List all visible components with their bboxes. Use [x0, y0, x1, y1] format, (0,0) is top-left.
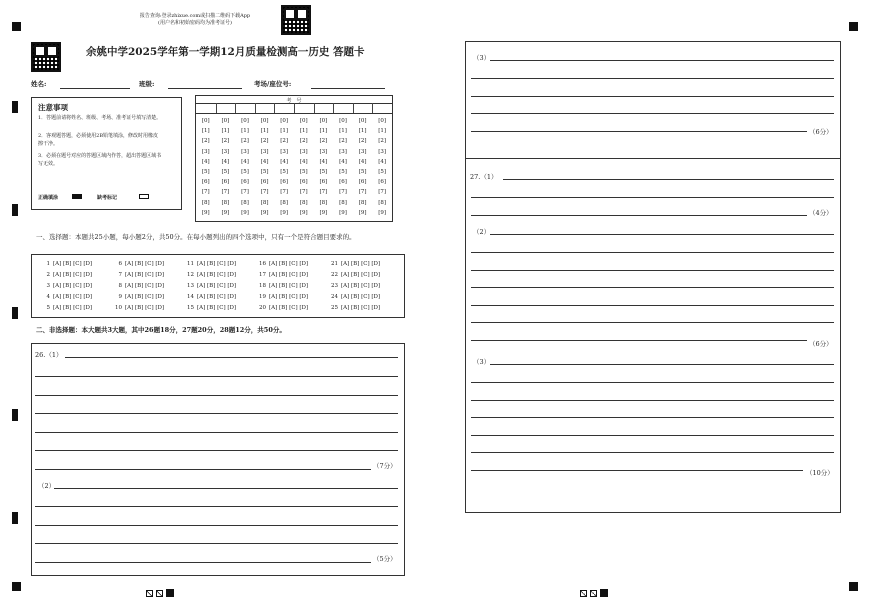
- exam-number-bubble[interactable]: [1]: [201, 128, 210, 135]
- choice-options[interactable]: [A] [B] [C] [D]: [125, 272, 165, 278]
- class-field[interactable]: [168, 88, 242, 89]
- absent-label: 缺考标记: [97, 195, 118, 201]
- exam-number-bubble[interactable]: [1]: [339, 128, 347, 135]
- choice-item[interactable]: [184, 281, 236, 292]
- exam-number-bubble[interactable]: [4]: [299, 158, 308, 165]
- choice-number: 5: [46, 305, 50, 311]
- exam-number-bubble[interactable]: [7]: [378, 189, 387, 196]
- choice-item[interactable]: [40, 303, 92, 314]
- answer-line[interactable]: [490, 60, 834, 61]
- exam-number-bubble[interactable]: [7]: [280, 189, 289, 196]
- exam-number-bubble[interactable]: [5]: [378, 169, 387, 176]
- exam-number-digit-column: [337, 116, 349, 218]
- exam-number-bubble[interactable]: [9]: [339, 209, 347, 216]
- choice-number: 13: [187, 283, 194, 289]
- answer-line[interactable]: [503, 179, 834, 180]
- choice-options[interactable]: [A] [B] [C] [D]: [269, 272, 309, 278]
- exam-number-bubble[interactable]: [5]: [319, 169, 328, 176]
- choice-item[interactable]: [112, 281, 164, 292]
- choice-item[interactable]: [112, 292, 164, 303]
- exam-number-bubble[interactable]: [2]: [221, 138, 230, 145]
- exam-number-bubble[interactable]: [9]: [221, 209, 230, 216]
- choice-item[interactable]: [328, 259, 380, 270]
- exam-number-box: [195, 95, 393, 222]
- exam-number-bubble[interactable]: [4]: [241, 158, 249, 165]
- q26-part1-points: （7分）: [373, 462, 397, 470]
- exam-number-digit-column: [278, 116, 290, 218]
- exam-number-bubble[interactable]: [7]: [201, 189, 210, 196]
- instructions-box: [31, 97, 182, 210]
- choice-item[interactable]: [40, 270, 92, 281]
- answer-line[interactable]: [35, 376, 398, 377]
- exam-number-bubble[interactable]: [4]: [378, 158, 387, 165]
- exam-number-bubble[interactable]: [8]: [241, 199, 249, 206]
- exam-number-bubble[interactable]: [9]: [378, 209, 387, 216]
- exam-number-bubble[interactable]: [2]: [299, 138, 308, 145]
- choice-number: 12: [187, 272, 194, 278]
- exam-number-bubble[interactable]: [9]: [260, 209, 269, 216]
- choice-box: [31, 254, 405, 318]
- choice-item[interactable]: [256, 270, 308, 281]
- exam-number-bubble[interactable]: [0]: [358, 118, 367, 124]
- q27-part2-points: （6分）: [809, 340, 833, 348]
- exam-number-bubble[interactable]: [2]: [339, 138, 347, 145]
- exam-number-heading: 考 号: [286, 98, 302, 104]
- answer-line[interactable]: [35, 395, 398, 396]
- q27-part2-label: （2）: [473, 228, 491, 236]
- exam-number-bubble[interactable]: [1]: [221, 128, 230, 135]
- answer-line[interactable]: [35, 506, 398, 507]
- choice-number: 8: [118, 283, 122, 289]
- answer-line[interactable]: [471, 252, 834, 253]
- exam-number-digit-column: [259, 116, 271, 218]
- choice-options[interactable]: [A] [B] [C] [D]: [53, 305, 93, 311]
- choice-item[interactable]: [40, 259, 92, 270]
- exam-number-bubble[interactable]: [6]: [241, 179, 249, 186]
- page-title: 余姚中学2025学年第一学期12月质量检测高一历史 答题卡: [86, 46, 365, 58]
- answer-line[interactable]: [471, 470, 803, 471]
- exam-number-bubble[interactable]: [7]: [339, 189, 347, 196]
- choice-number: 2: [46, 272, 50, 278]
- exam-number-bubble[interactable]: [6]: [358, 179, 367, 186]
- exam-number-bubble[interactable]: [6]: [378, 179, 387, 186]
- exam-number-bubble[interactable]: [5]: [358, 169, 367, 176]
- answer-line[interactable]: [471, 113, 834, 114]
- exam-number-bubble[interactable]: [7]: [221, 189, 230, 196]
- answer-line[interactable]: [471, 322, 834, 323]
- answer-line[interactable]: [471, 96, 834, 97]
- answer-line[interactable]: [471, 78, 834, 79]
- exam-number-bubble[interactable]: [3]: [299, 148, 308, 155]
- exam-number-bubble[interactable]: [6]: [280, 179, 289, 186]
- q26-part2-label: （2）: [38, 482, 56, 490]
- exam-number-bubble[interactable]: [3]: [280, 148, 289, 155]
- answer-line[interactable]: [471, 287, 834, 288]
- exam-number-bubble[interactable]: [0]: [339, 118, 347, 124]
- choice-number: 3: [46, 283, 50, 289]
- exam-number-bubble[interactable]: [8]: [221, 199, 230, 206]
- choice-number: 19: [259, 294, 266, 300]
- choice-item[interactable]: [112, 259, 164, 270]
- correct-fill-sample-icon: [72, 194, 82, 199]
- answer-line[interactable]: [471, 215, 807, 216]
- choice-item[interactable]: [184, 270, 236, 281]
- timing-mark: [12, 307, 18, 319]
- exam-number-digit-column: [200, 116, 212, 218]
- choice-options[interactable]: [A] [B] [C] [D]: [125, 305, 165, 311]
- section2-title: 二、非选择题：本大题共3大题，其中26题18分，27题20分，28题12分，共50分。: [36, 326, 286, 334]
- choice-options[interactable]: [A] [B] [C] [D]: [269, 261, 309, 267]
- exam-number-bubble[interactable]: [2]: [358, 138, 367, 145]
- q26-answer-box: [31, 343, 405, 576]
- choice-item[interactable]: [328, 270, 380, 281]
- choice-item[interactable]: [184, 303, 236, 314]
- answer-line[interactable]: [35, 432, 398, 433]
- notice-line-2: (用户名和初始密码均为准考证号): [158, 20, 232, 26]
- exam-number-bubble[interactable]: [0]: [241, 118, 249, 124]
- choice-options[interactable]: [A] [B] [C] [D]: [341, 305, 381, 311]
- exam-number-bubble[interactable]: [1]: [358, 128, 367, 135]
- choice-item[interactable]: [328, 292, 380, 303]
- q26-part1-label: 26.（1）: [35, 351, 63, 359]
- timing-mark: [12, 409, 18, 421]
- answer-line[interactable]: [471, 305, 834, 306]
- exam-number-bubble[interactable]: [4]: [201, 158, 210, 165]
- exam-number-bubble[interactable]: [7]: [358, 189, 367, 196]
- exam-number-bubble[interactable]: [6]: [339, 179, 347, 186]
- choice-number: 20: [259, 305, 266, 311]
- choice-options[interactable]: [A] [B] [C] [D]: [197, 261, 237, 267]
- choice-number: 11: [187, 261, 194, 267]
- exam-number-bubble[interactable]: [3]: [319, 148, 328, 155]
- exam-number-bubble[interactable]: [5]: [221, 169, 230, 176]
- choice-number: 9: [118, 294, 122, 300]
- exam-number-bubble[interactable]: [5]: [299, 169, 308, 176]
- answer-line[interactable]: [471, 131, 807, 132]
- exam-number-bubble[interactable]: [3]: [201, 148, 210, 155]
- exam-number-bubble[interactable]: [2]: [378, 138, 387, 145]
- exam-number-bubble[interactable]: [7]: [299, 189, 308, 196]
- part3-label: （3）: [473, 54, 491, 62]
- exam-number-bubble[interactable]: [2]: [260, 138, 269, 145]
- choice-options[interactable]: [A] [B] [C] [D]: [53, 261, 93, 267]
- timing-mark: [12, 512, 18, 524]
- exam-number-bubble[interactable]: [0]: [299, 118, 308, 124]
- choice-options[interactable]: [A] [B] [C] [D]: [125, 294, 165, 300]
- choice-item[interactable]: [112, 270, 164, 281]
- answer-line[interactable]: [471, 435, 834, 436]
- exam-number-bubble[interactable]: [9]: [280, 209, 289, 216]
- exam-number-bubble[interactable]: [6]: [221, 179, 230, 186]
- exam-number-bubble[interactable]: [0]: [201, 118, 210, 124]
- choice-number: 6: [118, 261, 122, 267]
- answer-line[interactable]: [35, 543, 398, 544]
- correct-fill-label: 正确填涂: [38, 195, 59, 201]
- exam-number-bubble[interactable]: [9]: [299, 209, 308, 216]
- q27-part3-points: （10分）: [806, 469, 834, 477]
- choice-number: 16: [259, 261, 266, 267]
- exam-number-bubble[interactable]: [1]: [319, 128, 328, 135]
- answer-line[interactable]: [471, 417, 834, 418]
- exam-number-digit-column: [219, 116, 231, 218]
- exam-number-bubble[interactable]: [3]: [260, 148, 269, 155]
- exam-number-bubble[interactable]: [4]: [280, 158, 289, 165]
- exam-number-bubble[interactable]: [3]: [339, 148, 347, 155]
- exam-number-bubble[interactable]: [0]: [280, 118, 289, 124]
- choice-item[interactable]: [40, 281, 92, 292]
- answer-line[interactable]: [65, 357, 398, 358]
- page-code-marks: [146, 582, 174, 601]
- timing-mark: [849, 22, 858, 31]
- choice-number: 4: [46, 294, 50, 300]
- choice-item[interactable]: [328, 303, 380, 314]
- exam-number-bubble[interactable]: [8]: [299, 199, 308, 206]
- exam-number-bubble[interactable]: [4]: [260, 158, 269, 165]
- exam-number-bubble[interactable]: [6]: [260, 179, 269, 186]
- choice-options[interactable]: [A] [B] [C] [D]: [197, 272, 237, 278]
- answer-line[interactable]: [35, 413, 398, 414]
- choice-options[interactable]: [A] [B] [C] [D]: [341, 272, 381, 278]
- exam-number-bubble[interactable]: [9]: [241, 209, 249, 216]
- choice-options[interactable]: [A] [B] [C] [D]: [341, 261, 381, 267]
- exam-number-bubble[interactable]: [5]: [280, 169, 289, 176]
- exam-number-bubble[interactable]: [3]: [221, 148, 230, 155]
- exam-number-bubble[interactable]: [6]: [319, 179, 328, 186]
- choice-options[interactable]: [A] [B] [C] [D]: [125, 261, 165, 267]
- exam-number-bubble[interactable]: [5]: [260, 169, 269, 176]
- exam-number-bubble[interactable]: [6]: [299, 179, 308, 186]
- choice-number: 21: [331, 261, 338, 267]
- choice-number: 23: [331, 283, 338, 289]
- answer-line[interactable]: [54, 488, 398, 489]
- choice-item[interactable]: [256, 281, 308, 292]
- answer-line[interactable]: [490, 234, 834, 235]
- answer-line[interactable]: [471, 452, 834, 453]
- answer-line[interactable]: [35, 469, 371, 470]
- choice-item[interactable]: [184, 292, 236, 303]
- q27-part3-label: （3）: [473, 358, 491, 366]
- exam-number-bubble[interactable]: [0]: [260, 118, 269, 124]
- seat-label: 考场/座位号:: [254, 80, 292, 88]
- choice-item[interactable]: [184, 259, 236, 270]
- choice-number: 18: [259, 283, 266, 289]
- seat-field[interactable]: [311, 88, 385, 89]
- choice-number: 22: [331, 272, 338, 278]
- absent-checkbox[interactable]: [139, 194, 149, 199]
- part3-points: （6分）: [809, 128, 833, 136]
- timing-mark: [12, 101, 18, 113]
- choice-options[interactable]: [A] [B] [C] [D]: [53, 294, 93, 300]
- exam-number-bubble[interactable]: [7]: [260, 189, 269, 196]
- exam-number-bubble[interactable]: [0]: [378, 118, 387, 124]
- exam-number-bubble[interactable]: [5]: [201, 169, 210, 176]
- exam-number-bubble[interactable]: [4]: [319, 158, 328, 165]
- choice-options[interactable]: [A] [B] [C] [D]: [53, 283, 93, 289]
- timing-mark: [12, 582, 21, 591]
- exam-number-bubble[interactable]: [9]: [201, 209, 210, 216]
- exam-number-bubble[interactable]: [8]: [201, 199, 210, 206]
- exam-number-bubble[interactable]: [8]: [319, 199, 328, 206]
- choice-number: 15: [187, 305, 194, 311]
- choice-options[interactable]: [A] [B] [C] [D]: [269, 283, 309, 289]
- timing-mark: [12, 204, 18, 216]
- choice-item[interactable]: [40, 292, 92, 303]
- exam-number-bubble[interactable]: [4]: [358, 158, 367, 165]
- name-label: 姓名:: [31, 80, 47, 88]
- exam-number-bubble[interactable]: [2]: [319, 138, 328, 145]
- right-answer-box: [465, 41, 841, 513]
- exam-number-bubble[interactable]: [8]: [339, 199, 347, 206]
- exam-number-bubble[interactable]: [8]: [280, 199, 289, 206]
- exam-number-bubble[interactable]: [1]: [260, 128, 269, 135]
- choice-number: 10: [115, 305, 122, 311]
- page-code-marks: [580, 582, 608, 601]
- answer-line[interactable]: [471, 270, 834, 271]
- exam-number-bubble[interactable]: [5]: [339, 169, 347, 176]
- choice-number: 7: [118, 272, 122, 278]
- choice-item[interactable]: [256, 292, 308, 303]
- choice-options[interactable]: [A] [B] [C] [D]: [125, 283, 165, 289]
- q26-part2-points: （5分）: [373, 555, 397, 563]
- exam-number-bubble[interactable]: [0]: [221, 118, 230, 124]
- instructions-heading: 注意事项: [38, 103, 68, 112]
- exam-number-bubble[interactable]: [2]: [241, 138, 249, 145]
- exam-number-bubble[interactable]: [5]: [241, 169, 249, 176]
- exam-number-bubble[interactable]: [3]: [358, 148, 367, 155]
- exam-number-bubble[interactable]: [2]: [201, 138, 210, 145]
- choice-number: 1: [46, 261, 50, 267]
- timing-mark: [849, 582, 858, 591]
- answer-line[interactable]: [471, 340, 807, 341]
- qr-code-icon: [281, 5, 311, 35]
- exam-number-digit-column: [239, 116, 251, 218]
- answer-line[interactable]: [490, 364, 834, 365]
- choice-number: 17: [259, 272, 266, 278]
- exam-number-bubble[interactable]: [7]: [319, 189, 328, 196]
- exam-number-bubble[interactable]: [8]: [378, 199, 387, 206]
- exam-number-bubble[interactable]: [8]: [358, 199, 367, 206]
- choice-options[interactable]: [A] [B] [C] [D]: [269, 294, 309, 300]
- instruction-item: 3．必须在题号对应的答题区域内作答，超出答题区域书写无效。: [38, 153, 162, 167]
- timing-mark: [12, 22, 21, 31]
- exam-number-bubble[interactable]: [8]: [260, 199, 269, 206]
- exam-number-bubble[interactable]: [9]: [319, 209, 328, 216]
- instruction-item: 2．客观题答题，必须使用2B铅笔填涂，修改时用橡皮擦干净。: [38, 133, 159, 147]
- section1-title: 一、选择题：本题共25小题，每小题2分，共50分。在每小题列出的四个选项中，只有一个是符合题目要求的。: [36, 233, 356, 241]
- answer-line[interactable]: [35, 525, 398, 526]
- exam-number-bubble[interactable]: [1]: [280, 128, 289, 135]
- answer-line[interactable]: [471, 400, 834, 401]
- instruction-item: 1．答题前请将姓名、班级、考场、准考证号填写清楚。: [38, 115, 162, 121]
- exam-number-bubble[interactable]: [7]: [241, 189, 249, 196]
- exam-number-bubble[interactable]: [2]: [280, 138, 289, 145]
- q27-part1-points: （4分）: [809, 209, 833, 217]
- exam-number-bubble[interactable]: [1]: [241, 128, 249, 135]
- exam-number-bubble[interactable]: [1]: [378, 128, 387, 135]
- exam-number-bubble[interactable]: [3]: [378, 148, 387, 155]
- choice-options[interactable]: [A] [B] [C] [D]: [197, 283, 237, 289]
- exam-number-bubble[interactable]: [6]: [201, 179, 210, 186]
- exam-number-bubble[interactable]: [1]: [299, 128, 308, 135]
- choice-options[interactable]: [A] [B] [C] [D]: [197, 305, 237, 311]
- exam-number-bubble[interactable]: [4]: [339, 158, 347, 165]
- choice-options[interactable]: [A] [B] [C] [D]: [53, 272, 93, 278]
- class-label: 班级:: [139, 80, 155, 88]
- choice-options[interactable]: [A] [B] [C] [D]: [197, 294, 237, 300]
- choice-number: 24: [331, 294, 338, 300]
- exam-number-bubble[interactable]: [3]: [241, 148, 249, 155]
- choice-item[interactable]: [256, 303, 308, 314]
- choice-options[interactable]: [A] [B] [C] [D]: [341, 283, 381, 289]
- answer-line[interactable]: [471, 382, 834, 383]
- answer-line[interactable]: [35, 450, 398, 451]
- choice-options[interactable]: [A] [B] [C] [D]: [269, 305, 309, 311]
- exam-number-digit-column: [376, 116, 388, 218]
- choice-item[interactable]: [256, 259, 308, 270]
- answer-line[interactable]: [35, 562, 371, 563]
- name-field[interactable]: [60, 88, 130, 89]
- exam-number-bubble[interactable]: [9]: [358, 209, 367, 216]
- notice-line-1: 报告查询:登录zhixue.com或扫描二维码下载App: [139, 13, 251, 19]
- exam-number-bubble[interactable]: [4]: [221, 158, 230, 165]
- exam-number-digit-column: [357, 116, 369, 218]
- qr-code-icon: [31, 42, 61, 72]
- answer-line[interactable]: [471, 197, 834, 198]
- choice-item[interactable]: [328, 281, 380, 292]
- choice-number: 14: [187, 294, 194, 300]
- exam-number-digit-column: [298, 116, 310, 218]
- choice-number: 25: [331, 305, 338, 311]
- exam-number-digit-column: [317, 116, 329, 218]
- exam-number-bubble[interactable]: [0]: [319, 118, 328, 124]
- choice-options[interactable]: [A] [B] [C] [D]: [341, 294, 381, 300]
- choice-item[interactable]: [112, 303, 164, 314]
- q27-part1-label: 27.（1）: [470, 173, 498, 181]
